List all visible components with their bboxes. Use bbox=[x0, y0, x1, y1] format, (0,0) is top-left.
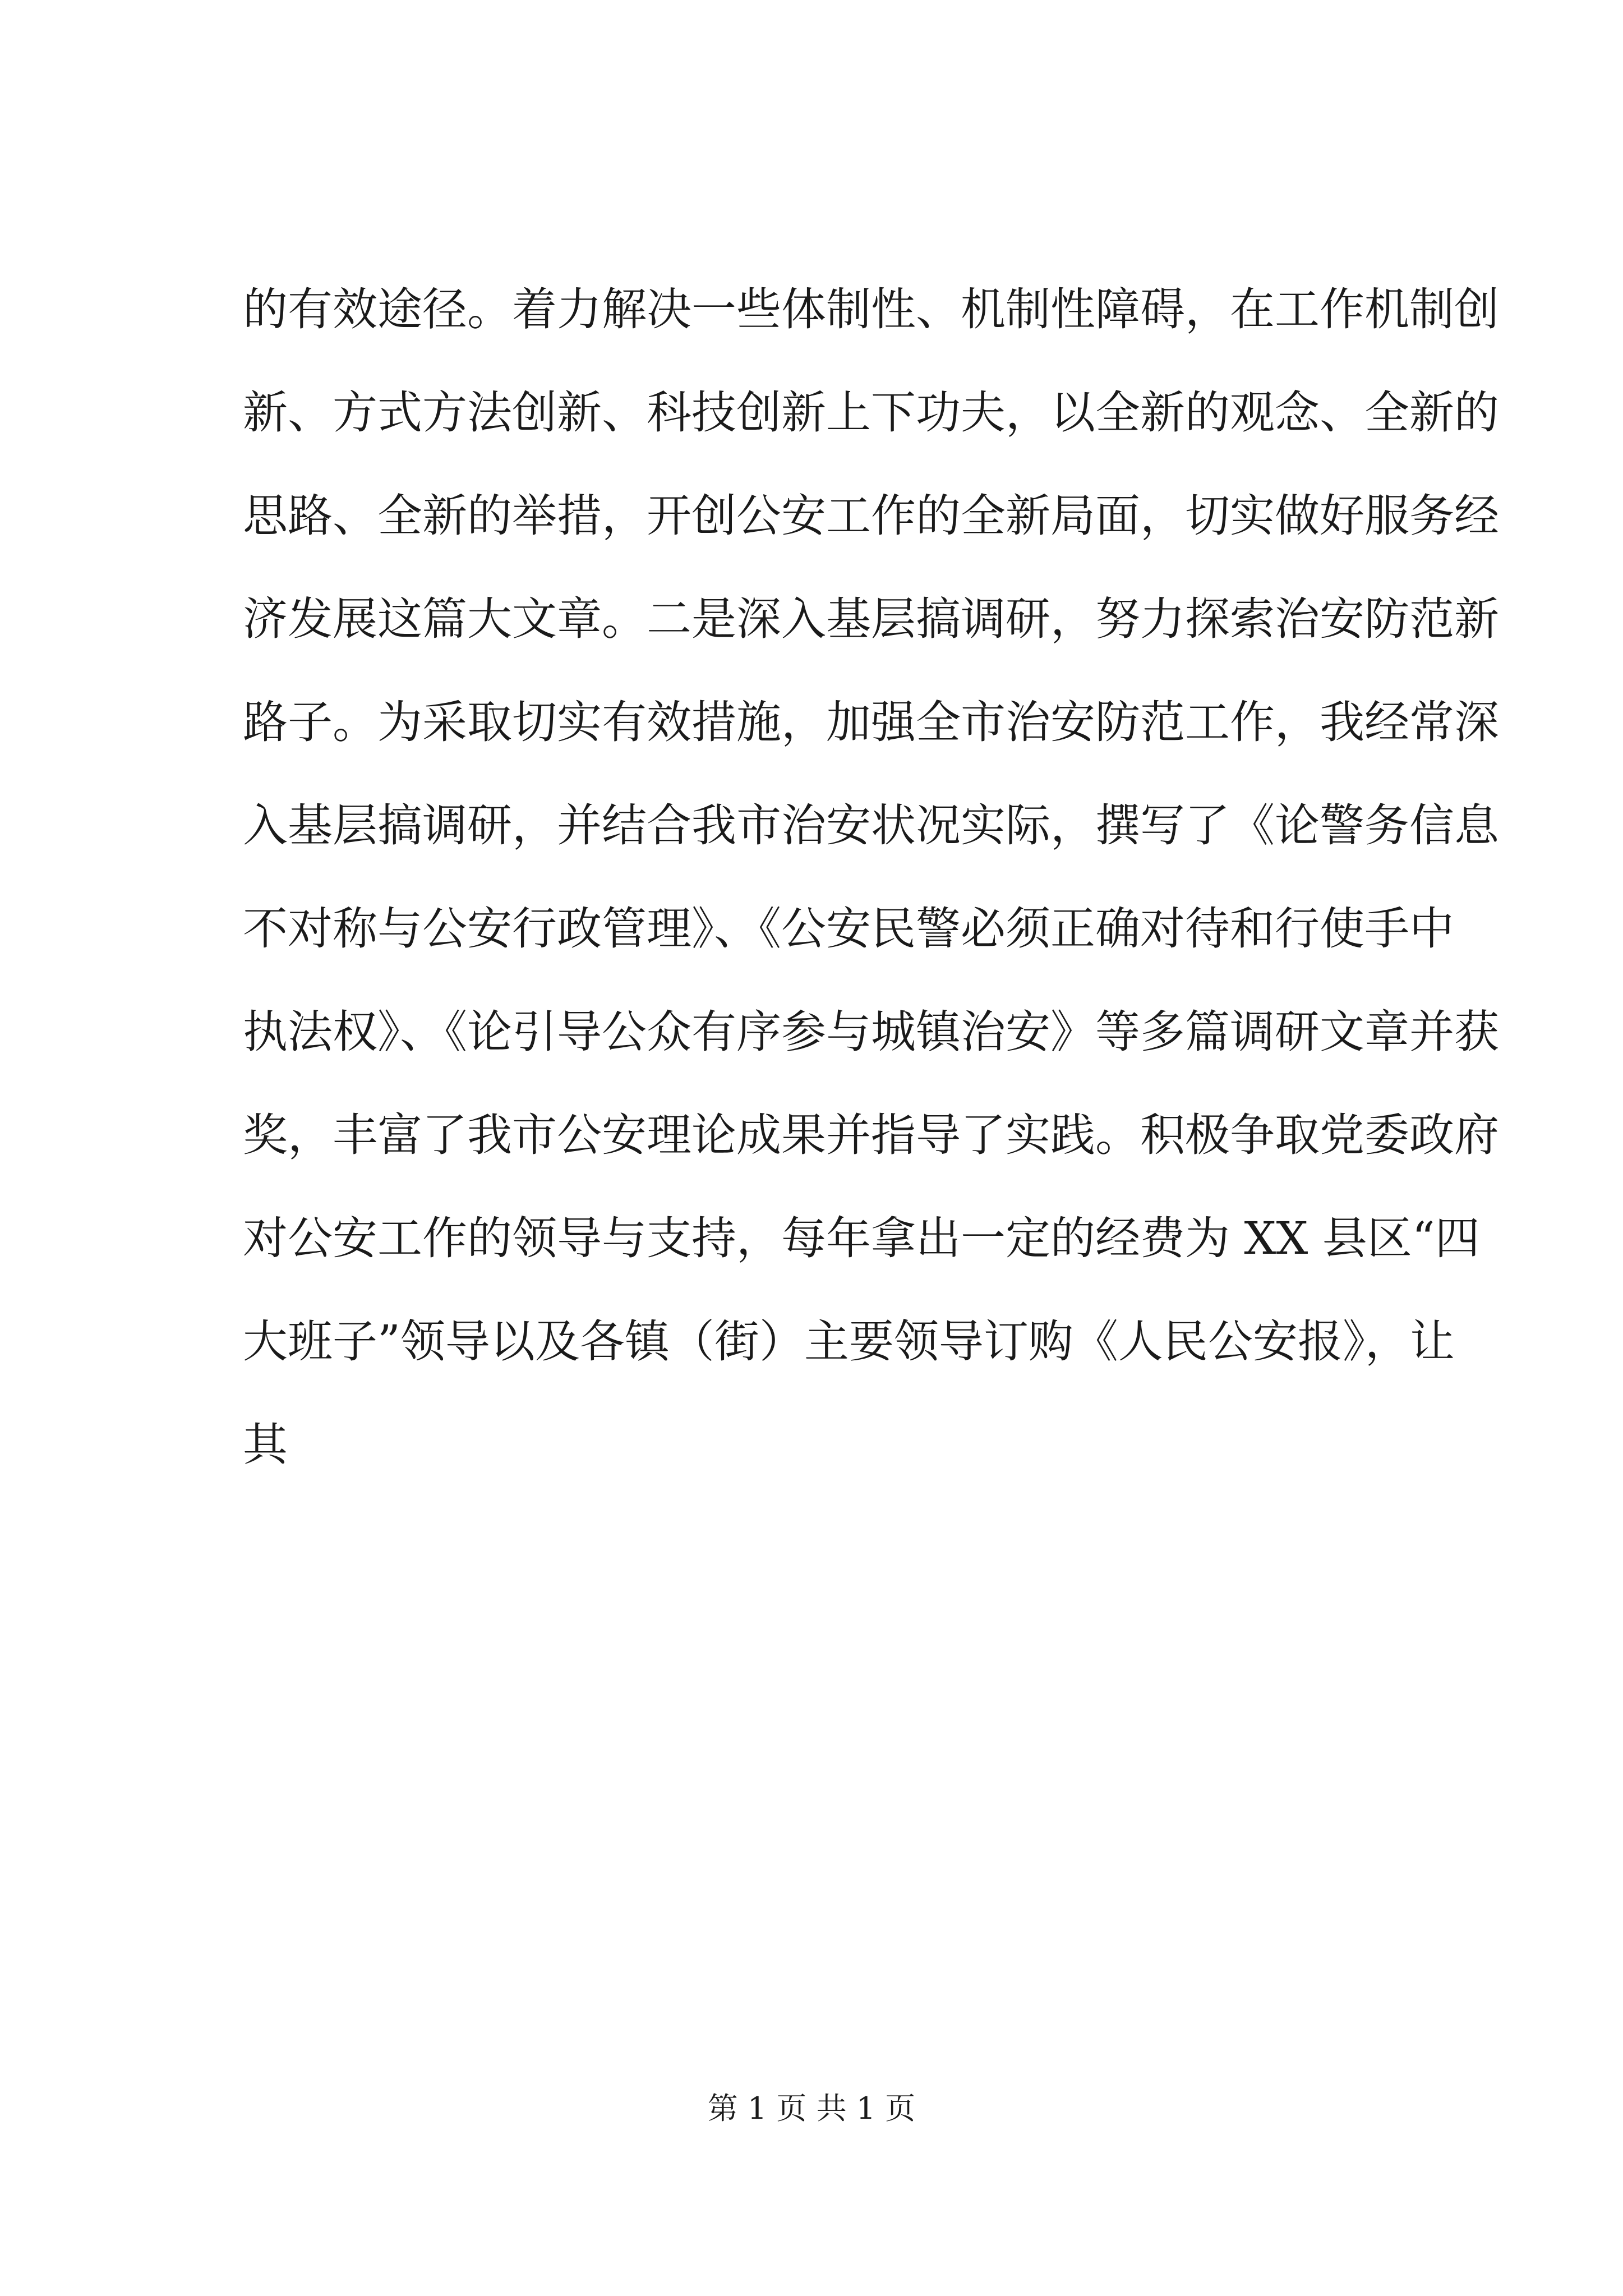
body-line: 济发展这篇大文章。二是深入基层搞调研，努力探索治安防范新 bbox=[243, 593, 1499, 645]
body-paragraph bbox=[243, 258, 1499, 1497]
body-line: 新、方式方法创新、科技创新上下功夫，以全新的观念、全新的 bbox=[243, 386, 1499, 439]
body-line: 执法权》、《论引导公众有序参与城镇治安》等多篇调研文章并获 bbox=[243, 1006, 1499, 1058]
body-line: 其 bbox=[243, 1419, 288, 1471]
body-line: 对公安工作的领导与支持，每年拿出一定的经费为 XX 县区“四 bbox=[243, 1212, 1480, 1264]
body-line: 入基层搞调研，并结合我市治安状况实际，撰写了《论警务信息 bbox=[243, 799, 1499, 852]
body-line: 路子。为采取切实有效措施，加强全市治安防范工作，我经常深 bbox=[243, 696, 1499, 748]
body-line: 思路、全新的举措，开创公安工作的全新局面，切实做好服务经 bbox=[243, 490, 1499, 542]
body-line: 大班子”领导以及各镇（街）主要领导订购《人民公安报》，让 bbox=[243, 1315, 1455, 1368]
body-line: 不对称与公安行政管理》、《公安民警必须正确对待和行使手中 bbox=[243, 903, 1454, 955]
page-number-footer: 第 1 页 共 1 页 bbox=[707, 2091, 916, 2126]
body-line: 的有效途径。着力解决一些体制性、机制性障碍，在工作机制创 bbox=[243, 283, 1499, 335]
body-line: 奖，丰富了我市公安理论成果并指导了实践。积极争取党委政府 bbox=[243, 1109, 1499, 1161]
